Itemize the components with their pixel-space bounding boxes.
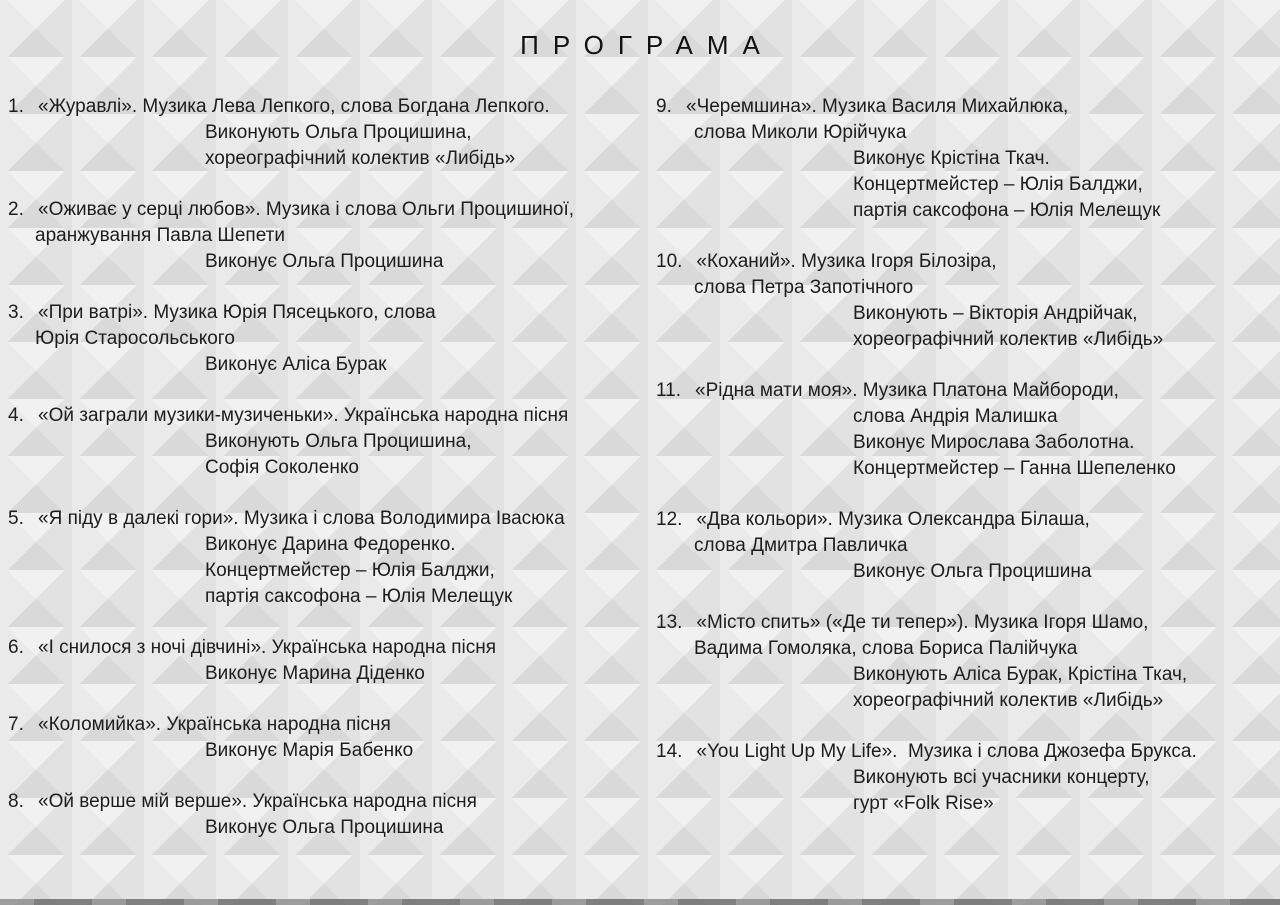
program-column-left <box>8 94 656 866</box>
item-number: 3. <box>8 302 24 323</box>
performer-line: Виконує Ольга Процишина <box>205 817 444 838</box>
credit-line: Юрія Старосольського <box>35 328 235 349</box>
program-item-11 <box>656 378 1276 482</box>
item-number: 9. <box>656 96 672 117</box>
performer-line: партія саксофона – Юлія Мелещук <box>853 200 1161 221</box>
song-title: «Коханий». Музика Ігоря Білозіра, <box>696 251 997 272</box>
performer-line: хореографічний колектив «Либідь» <box>853 690 1164 711</box>
song-title-line <box>656 94 1276 120</box>
program-item-4 <box>8 403 656 481</box>
item-number: 12. <box>656 509 683 530</box>
performer-line: Виконує Ольга Процишина <box>853 561 1092 582</box>
song-title-line <box>656 249 1276 275</box>
performer-line: Виконують Аліса Бурак, Крістіна Ткач, <box>853 664 1188 685</box>
program-column-right <box>656 94 1276 866</box>
performer-line: Софія Соколенко <box>205 457 359 478</box>
program-item-9 <box>656 94 1276 224</box>
program-item-12 <box>656 507 1276 585</box>
credit-line: Вадима Гомоляка, слова Бориса Палійчука <box>694 638 1078 659</box>
program-item-14 <box>656 739 1276 817</box>
program-item-5 <box>8 506 656 610</box>
song-title: «Місто спить» («Де ти тепер»). Музика Ігоря Шамо, <box>696 612 1149 633</box>
item-number: 11. <box>656 380 682 401</box>
program-item-13 <box>656 610 1276 714</box>
performer-line: Концертмейстер – Ганна Шепеленко <box>853 458 1176 479</box>
song-title: «При ватрі». Музика Юрія Пясецького, слова <box>38 302 436 323</box>
song-title-line <box>8 635 656 661</box>
performer-line: Виконує Мирослава Заболотна. <box>853 432 1135 453</box>
performer-line: партія саксофона – Юлія Мелещук <box>205 586 513 607</box>
song-title: «Оживає у серці любов». Музика і слова Ольги Процишиної, <box>38 199 575 220</box>
program-item-6 <box>8 635 656 687</box>
item-number: 10. <box>656 251 683 272</box>
song-title: «Журавлі». Музика Лева Лепкого, слова Богдана Лепкого. <box>38 96 550 117</box>
song-title-line <box>8 300 656 326</box>
performer-line: Концертмейстер – Юлія Балджи, <box>205 560 495 581</box>
credit-line: аранжування Павла Шепети <box>35 225 285 246</box>
song-title-line <box>656 378 1276 404</box>
credit-line: слова Миколи Юрійчука <box>694 122 907 143</box>
song-title-line <box>8 94 656 120</box>
performer-line: хореографічний колектив «Либідь» <box>853 329 1164 350</box>
performer-line: Виконують всі учасники концерту, <box>853 767 1150 788</box>
song-title: «Я піду в далекі гори». Музика і слова Володимира Івасюка <box>38 508 565 529</box>
item-number: 6. <box>8 637 24 658</box>
program-item-2 <box>8 197 656 275</box>
song-title-line <box>8 403 656 429</box>
song-title: «Рідна мати моя». Музика Платона Майбороди, <box>695 380 1119 401</box>
performer-line: Виконує Ольга Процишина <box>205 251 444 272</box>
program-columns <box>0 94 1280 866</box>
song-title-line <box>8 506 656 532</box>
performer-line: хореографічний колектив «Либідь» <box>205 148 516 169</box>
credit-line: слова Петра Запотічного <box>694 277 914 298</box>
song-title-line <box>8 197 656 223</box>
program-item-3 <box>8 300 656 378</box>
performer-line: Виконує Марина Діденко <box>205 663 425 684</box>
performer-line: Концертмейстер – Юлія Балджи, <box>853 174 1143 195</box>
song-title: «Ой верше мій верше». Українська народна пісня <box>38 791 477 812</box>
item-number: 7. <box>8 714 24 735</box>
song-title-line <box>656 739 1276 765</box>
song-title: «You Light Up My Life». Музика і слова Джозефа Брукса. <box>696 741 1197 762</box>
song-title-line <box>8 712 656 738</box>
song-title: «І снилося з ночі дівчині». Українська народна пісня <box>38 637 496 658</box>
song-title: «Коломийка». Українська народна пісня <box>38 714 391 735</box>
song-title: «Черемшина». Музика Василя Михайлюка, <box>686 96 1069 117</box>
song-title: «Два кольори». Музика Олександра Білаша, <box>696 509 1090 530</box>
performer-line: гурт «Folk Rise» <box>853 793 994 814</box>
program-item-1 <box>8 94 656 172</box>
item-number: 4. <box>8 405 24 426</box>
song-title-line <box>8 789 656 815</box>
program-item-7 <box>8 712 656 764</box>
program-item-10 <box>656 249 1276 353</box>
item-number: 13. <box>656 612 683 633</box>
performer-line: Виконують Ольга Процишина, <box>205 122 472 143</box>
performer-line: Виконує Марія Бабенко <box>205 740 414 761</box>
item-number: 14. <box>656 741 683 762</box>
credit-line: слова Андрія Малишка <box>853 406 1058 427</box>
song-title-line <box>656 507 1276 533</box>
page-title: ПРОГРАМА <box>520 30 774 60</box>
item-number: 2. <box>8 199 24 220</box>
item-number: 8. <box>8 791 24 812</box>
performer-line: Виконує Дарина Федоренко. <box>205 534 456 555</box>
credit-line: слова Дмитра Павличка <box>694 535 908 556</box>
performer-line: Виконує Крістіна Ткач. <box>853 148 1050 169</box>
performer-line: Виконують Ольга Процишина, <box>205 431 472 452</box>
item-number: 1. <box>8 96 24 117</box>
page-bottom-edge <box>0 899 1280 905</box>
item-number: 5. <box>8 508 24 529</box>
performer-line: Виконують – Вікторія Андрійчак, <box>853 303 1138 324</box>
program-item-8 <box>8 789 656 841</box>
song-title: «Ой заграли музики-музиченьки». Українська народна пісня <box>38 405 569 426</box>
song-title-line <box>656 610 1276 636</box>
performer-line: Виконує Аліса Бурак <box>205 354 387 375</box>
